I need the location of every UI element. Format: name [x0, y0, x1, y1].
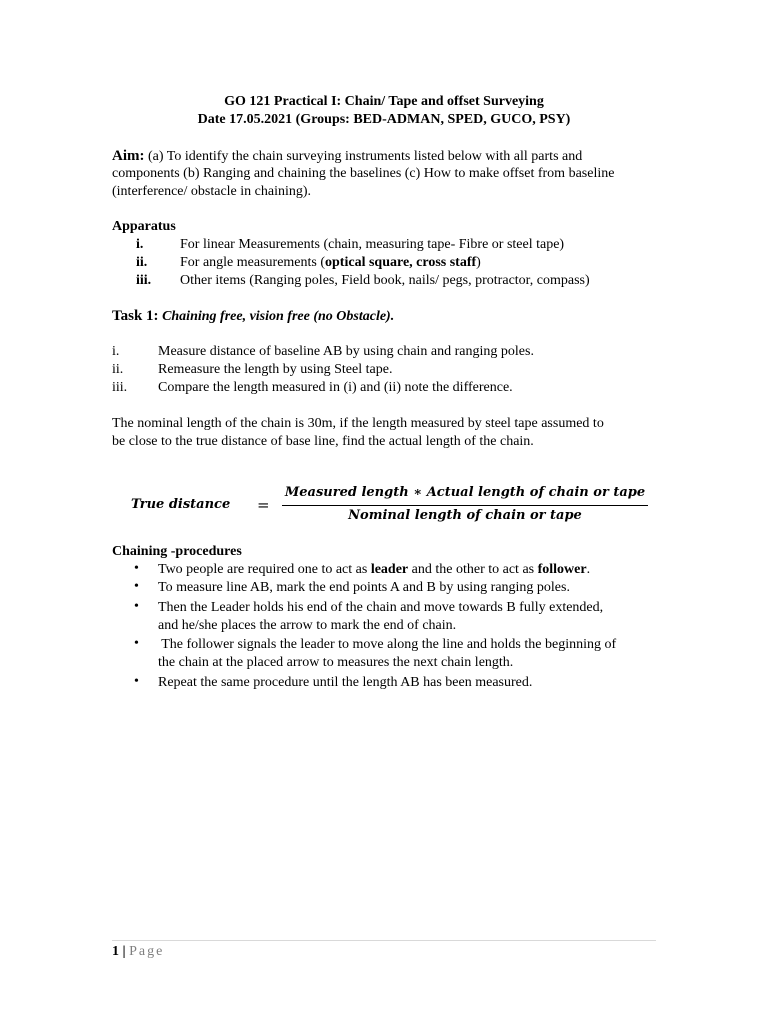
- aim-text-line3: (interference/ obstacle in chaining).: [112, 184, 312, 199]
- page-label: Page: [129, 944, 165, 959]
- formula-denominator: Nominal length of chain or tape: [348, 508, 582, 523]
- task1-item-3-text: Compare the length measured in (i) and (ii) note the difference.: [158, 380, 513, 395]
- bullet-5-text: Repeat the same procedure until the length AB has been measured.: [158, 675, 533, 690]
- bullet-4-text-line1: The follower signals the leader to move along the line and holds the beginning of: [158, 637, 617, 652]
- task1-item-1-num: i.: [112, 344, 120, 359]
- bullet-3-text-line2: and he/she places the arrow to mark the end of chain.: [158, 618, 457, 633]
- task1-item-2-text: Remeasure the length by using Steel tape.: [158, 362, 393, 377]
- bullet-4-text-line2: the chain at the placed arrow to measures the next chain length.: [158, 655, 514, 670]
- task1-item-2-num: ii.: [112, 362, 124, 377]
- apparatus-item-2-text: For angle measurements (optical square, cross staff): [180, 255, 481, 270]
- task1-paragraph-line1: The nominal length of the chain is 30m, if the length measured by steel tape assumed to: [112, 416, 604, 431]
- page-number: 1: [112, 944, 119, 959]
- task1-label: Task 1:: [112, 308, 159, 324]
- apparatus-item-2-num: ii.: [136, 255, 148, 270]
- document-title-line2: Date 17.05.2021 (Groups: BED-ADMAN, SPED, GUCO, PSY): [197, 112, 571, 127]
- footer-rule: [112, 940, 656, 941]
- aim-text-line2: components (b) Ranging and chaining the baselines (c) How to make offset from baseline: [112, 166, 615, 181]
- task1-heading: [112, 307, 394, 326]
- bullet-2-text: To measure line AB, mark the end points A and B by using ranging poles.: [158, 580, 570, 595]
- bullet-5-marker: •: [134, 674, 139, 689]
- task1-paragraph-line2: be close to the true distance of base line, find the actual length of the chain.: [112, 434, 534, 449]
- apparatus-item-3-num: iii.: [136, 273, 152, 288]
- page-footer: [112, 943, 164, 961]
- aim-text-line1: (a) To identify the chain surveying instruments listed below with all parts and: [148, 149, 583, 164]
- task1-subtitle: Chaining free, vision free (no Obstacle).: [162, 309, 395, 324]
- aim-label: Aim:: [112, 148, 145, 164]
- bullet-1-marker: •: [134, 561, 139, 576]
- apparatus-heading: Apparatus: [112, 219, 176, 234]
- formula-equals: =: [257, 496, 270, 514]
- apparatus-item-3-text: Other items (Ranging poles, Field book, nails/ pegs, protractor, compass): [180, 273, 590, 288]
- apparatus-item-1-text: For linear Measurements (chain, measuring tape- Fibre or steel tape): [180, 237, 565, 252]
- bullet-3-text-line1: Then the Leader holds his end of the chain and move towards B fully extended,: [158, 600, 604, 615]
- bullet-4-marker: •: [134, 636, 139, 651]
- page-separator: |: [119, 944, 130, 959]
- bullet-1-text: Two people are required one to act as leader and the other to act as follower.: [158, 562, 591, 577]
- bullet-3-marker: •: [134, 599, 139, 614]
- task1-item-1-text: Measure distance of baseline AB by using chain and ranging poles.: [158, 344, 534, 359]
- procedures-heading: Chaining -procedures: [112, 544, 242, 559]
- bullet-2-marker: •: [134, 579, 139, 594]
- task1-item-3-num: iii.: [112, 380, 128, 395]
- apparatus-item-1-num: i.: [136, 237, 144, 252]
- document-title-line1: GO 121 Practical I: Chain/ Tape and offset Surveying: [224, 94, 544, 109]
- aim-line1: [112, 147, 582, 166]
- formula-numerator: Measured length ∗ Actual length of chain or tape: [284, 485, 646, 500]
- formula-lhs: True distance: [131, 497, 231, 512]
- formula-fraction-bar: [282, 505, 648, 506]
